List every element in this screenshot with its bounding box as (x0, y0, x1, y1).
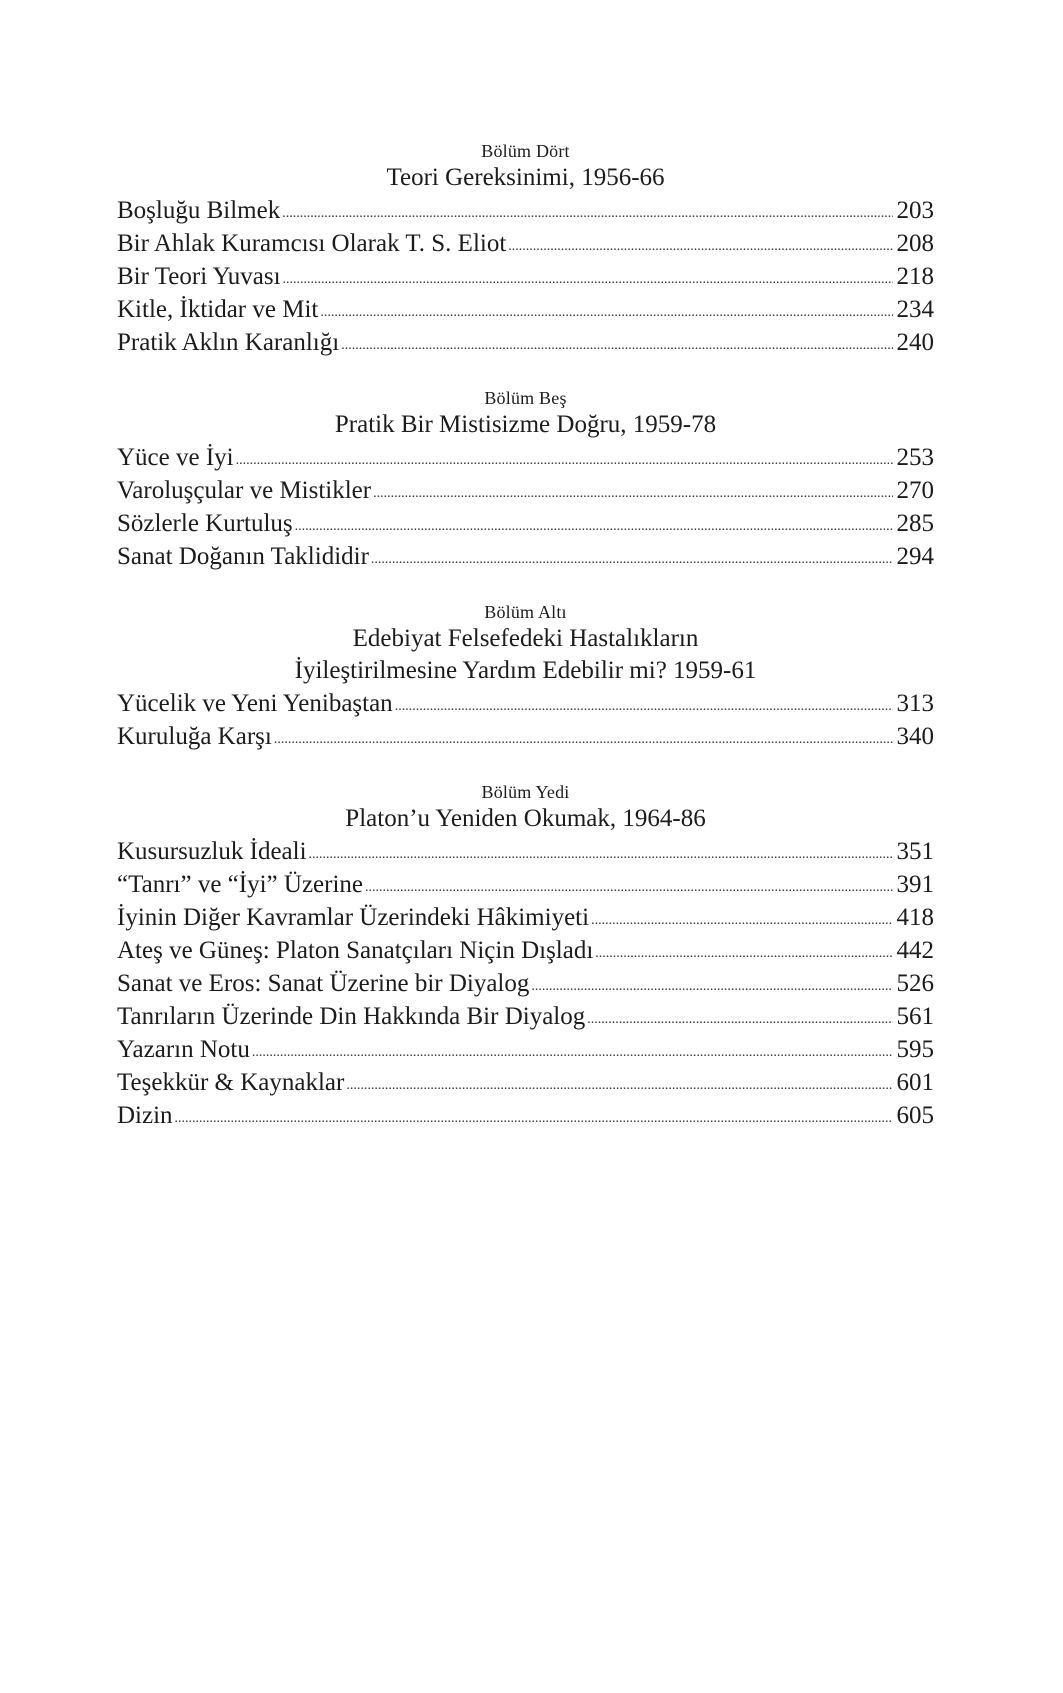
dot-leader (595, 937, 892, 970)
toc-section (117, 601, 934, 753)
toc-entry[interactable] (117, 687, 934, 720)
entry-page-number: 605 (896, 1102, 934, 1129)
toc-entry[interactable] (117, 507, 934, 540)
toc-entry[interactable] (117, 326, 934, 359)
dot-leader (531, 970, 892, 1003)
dot-leader (346, 1069, 892, 1102)
toc-entry[interactable] (117, 441, 934, 474)
dot-leader (365, 871, 892, 904)
entry-page-number: 442 (896, 937, 934, 964)
dot-leader (274, 723, 893, 756)
dot-leader (373, 477, 892, 510)
toc-entry[interactable] (117, 967, 934, 1000)
toc-entry[interactable] (117, 293, 934, 326)
entry-page-number: 526 (896, 970, 934, 997)
table-of-contents (117, 140, 934, 1132)
part-label: Bölüm Yedi (481, 782, 570, 802)
entry-title: Kuruluğa Karşı (117, 723, 272, 750)
dot-leader (295, 510, 893, 543)
dot-leader (395, 690, 893, 723)
entry-title: Kitle, İktidar ve Mit (117, 296, 319, 323)
entry-title: Sanat Doğanın Taklididir (117, 543, 369, 570)
entry-page-number: 203 (896, 197, 934, 224)
toc-entry[interactable] (117, 934, 934, 967)
entry-page-number: 253 (896, 444, 934, 471)
dot-leader (587, 1003, 892, 1036)
toc-entry[interactable] (117, 474, 934, 507)
entry-title: Yüce ve İyi (117, 444, 234, 471)
toc-entry[interactable] (117, 227, 934, 260)
section-title: Platon’u Yeniden Okumak, 1964-86 (345, 805, 706, 832)
toc-entry[interactable] (117, 901, 934, 934)
toc-entry[interactable] (117, 260, 934, 293)
entry-title: Teşekkür & Kaynaklar (117, 1069, 345, 1096)
entry-title: Boşluğu Bilmek (117, 197, 281, 224)
dot-leader (320, 296, 892, 329)
entry-page-number: 313 (896, 690, 934, 717)
toc-entry[interactable] (117, 540, 934, 573)
section-title: Edebiyat Felsefedeki Hastalıkların (352, 625, 699, 652)
entry-page-number: 418 (896, 904, 934, 931)
dot-leader (591, 904, 892, 937)
entry-page-number: 595 (896, 1036, 934, 1063)
toc-section (117, 140, 934, 359)
entry-page-number: 340 (896, 723, 934, 750)
section-title: Pratik Bir Mistisizme Doğru, 1959-78 (334, 411, 717, 438)
entry-title: Sanat ve Eros: Sanat Üzerine bir Diyalog (117, 970, 530, 997)
entry-title: Bir Ahlak Kuramcısı Olarak T. S. Eliot (117, 230, 507, 257)
dot-leader (341, 329, 892, 362)
entry-title: Yücelik ve Yeni Yenibaştan (117, 690, 393, 717)
toc-entry[interactable] (117, 1066, 934, 1099)
entry-title: Kusursuzluk İdeali (117, 838, 307, 865)
toc-entry[interactable] (117, 835, 934, 868)
entry-title: “Tanrı” ve “İyi” Üzerine (117, 871, 364, 898)
part-label: Bölüm Altı (484, 602, 567, 622)
dot-leader (371, 543, 893, 576)
dot-leader (283, 263, 893, 296)
entry-page-number: 294 (896, 543, 934, 570)
entry-page-number: 561 (896, 1003, 934, 1030)
entry-page-number: 218 (896, 263, 934, 290)
entry-page-number: 234 (896, 296, 934, 323)
toc-entry[interactable] (117, 1000, 934, 1033)
entry-page-number: 240 (896, 329, 934, 356)
entry-title: Bir Teori Yuvası (117, 263, 281, 290)
dot-leader (236, 444, 893, 477)
entry-title: Tanrıların Üzerinde Din Hakkında Bir Diyalog (117, 1003, 586, 1030)
entry-title: Yazarın Notu (117, 1036, 250, 1063)
section-title: İyileştirilmesine Yardım Edebilir mi? 1959-61 (294, 657, 757, 684)
section-title: Teori Gereksinimi, 1956-66 (386, 164, 665, 191)
part-label: Bölüm Dört (481, 141, 570, 161)
toc-entry[interactable] (117, 1099, 934, 1132)
entry-page-number: 285 (896, 510, 934, 537)
toc-entries (117, 194, 934, 359)
toc-entry[interactable] (117, 868, 934, 901)
entry-page-number: 601 (896, 1069, 934, 1096)
entry-title: Pratik Aklın Karanlığı (117, 329, 340, 356)
dot-leader (252, 1036, 893, 1069)
dot-leader (309, 838, 893, 871)
entry-page-number: 391 (896, 871, 934, 898)
entry-title: Sözlerle Kurtuluş (117, 510, 293, 537)
entry-title: Varoluşçular ve Mistikler (117, 477, 372, 504)
entry-title: Ateş ve Güneş: Platon Sanatçıları Niçin Dışladı (117, 937, 594, 964)
dot-leader (508, 230, 892, 263)
toc-section (117, 387, 934, 573)
part-label: Bölüm Beş (484, 388, 567, 408)
toc-entry[interactable] (117, 1033, 934, 1066)
entry-title: Dizin (117, 1102, 173, 1129)
toc-entry[interactable] (117, 720, 934, 753)
entry-page-number: 351 (896, 838, 934, 865)
dot-leader (175, 1102, 893, 1135)
toc-entry[interactable] (117, 194, 934, 227)
toc-entries (117, 835, 934, 1132)
toc-entries (117, 687, 934, 753)
toc-entries (117, 441, 934, 573)
entry-page-number: 208 (896, 230, 934, 257)
toc-section (117, 781, 934, 1132)
entry-title: İyinin Diğer Kavramlar Üzerindeki Hâkimiyeti (117, 904, 590, 931)
dot-leader (282, 197, 892, 230)
entry-page-number: 270 (896, 477, 934, 504)
